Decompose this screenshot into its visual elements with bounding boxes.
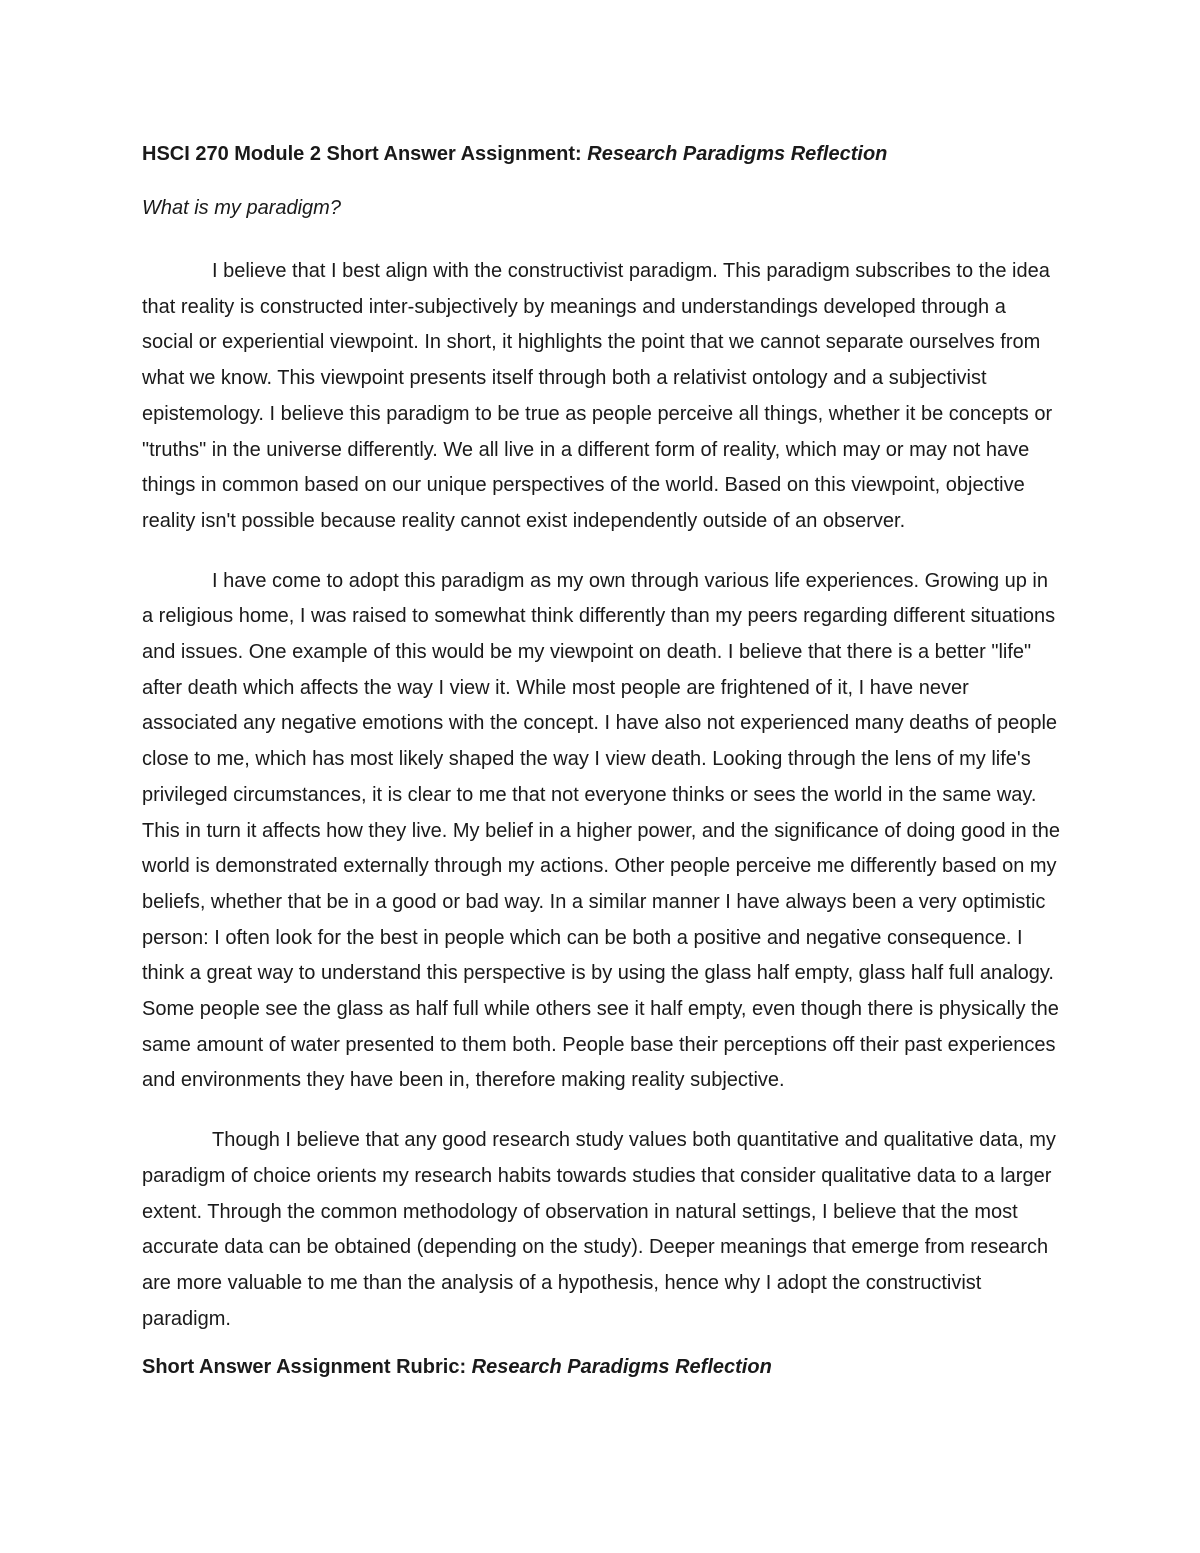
body-paragraph-1: I believe that I best align with the constructivist paradigm. This paradigm subscribes to the idea that reality is constructed inter-subjectively by meanings and understandings developed through a social or experiential viewpoint. In short, it highlights the point that we cannot separate ourselves from what we know. This viewpoint presents itself through both a relativist ontology and a subjectivist epistemology. I believe this paradigm to be true as people perceive all things, whether it be concepts or "truths" in the universe differently. We all live in a different form of reality, which may or may not have things in common based on our unique perspectives of the world. Based on this viewpoint, objective reality isn't possible because reality cannot exist independently outside of an observer.: [142, 260, 1053, 532]
document-title: [142, 138, 1060, 170]
rubric-italic-text: Research Paradigms Reflection: [471, 1356, 772, 1379]
body-paragraph-3: Though I believe that any good research study values both quantitative and qualitative data, my paradigm of choice orients my research habits towards studies that consider qualitative data to a larger extent. Through the common methodology of observation in natural settings, I believe that the most accurate data can be obtained (depending on the study). Deeper meanings that emerge from research are more valuable to me than the analysis of a hypothesis, hence why I adopt the constructivist paradigm.: [142, 1129, 1056, 1330]
rubric-heading: [142, 1351, 1060, 1383]
question-heading: What is my paradigm?: [142, 197, 341, 219]
rubric-main-text: Short Answer Assignment Rubric:: [142, 1356, 472, 1379]
title-main-text: HSCI 270 Module 2 Short Answer Assignment:: [142, 143, 588, 165]
body-paragraph-2: I have come to adopt this paradigm as my own through various life experiences. Growing up in a religious home, I was raised to somewhat think differently than my peers regarding different situations and issues. One example of this would be my viewpoint on death. I believe that there is a better "life" after death which affects the way I view it. While most people are frightened of it, I have never associated any negative emotions with the concept. I have also not experienced many deaths of people close to me, which has most likely shaped the way I view death. Looking through the lens of my life's privileged circumstances, it is clear to me that not everyone thinks or sees the world in the same way. This in turn it affects how they live. My belief in a higher power, and the significance of doing good in the world is demonstrated externally through my actions. Other people perceive me differently based on my beliefs, whether that be in a good or bad way. In a similar manner I have always been a very optimistic person: I often look for the best in people which can be both a positive and negative consequence. I think a great way to understand this perspective is by using the glass half empty, glass half full analogy. Some people see the glass as half full while others see it half empty, even though there is physically the same amount of water presented to them both. People base their perceptions off their past experiences and environments they have been in, therefore making reality subjective.: [142, 569, 1060, 1092]
title-italic-text: Research Paradigms Reflection: [587, 143, 888, 165]
document-page: [142, 138, 1060, 1383]
